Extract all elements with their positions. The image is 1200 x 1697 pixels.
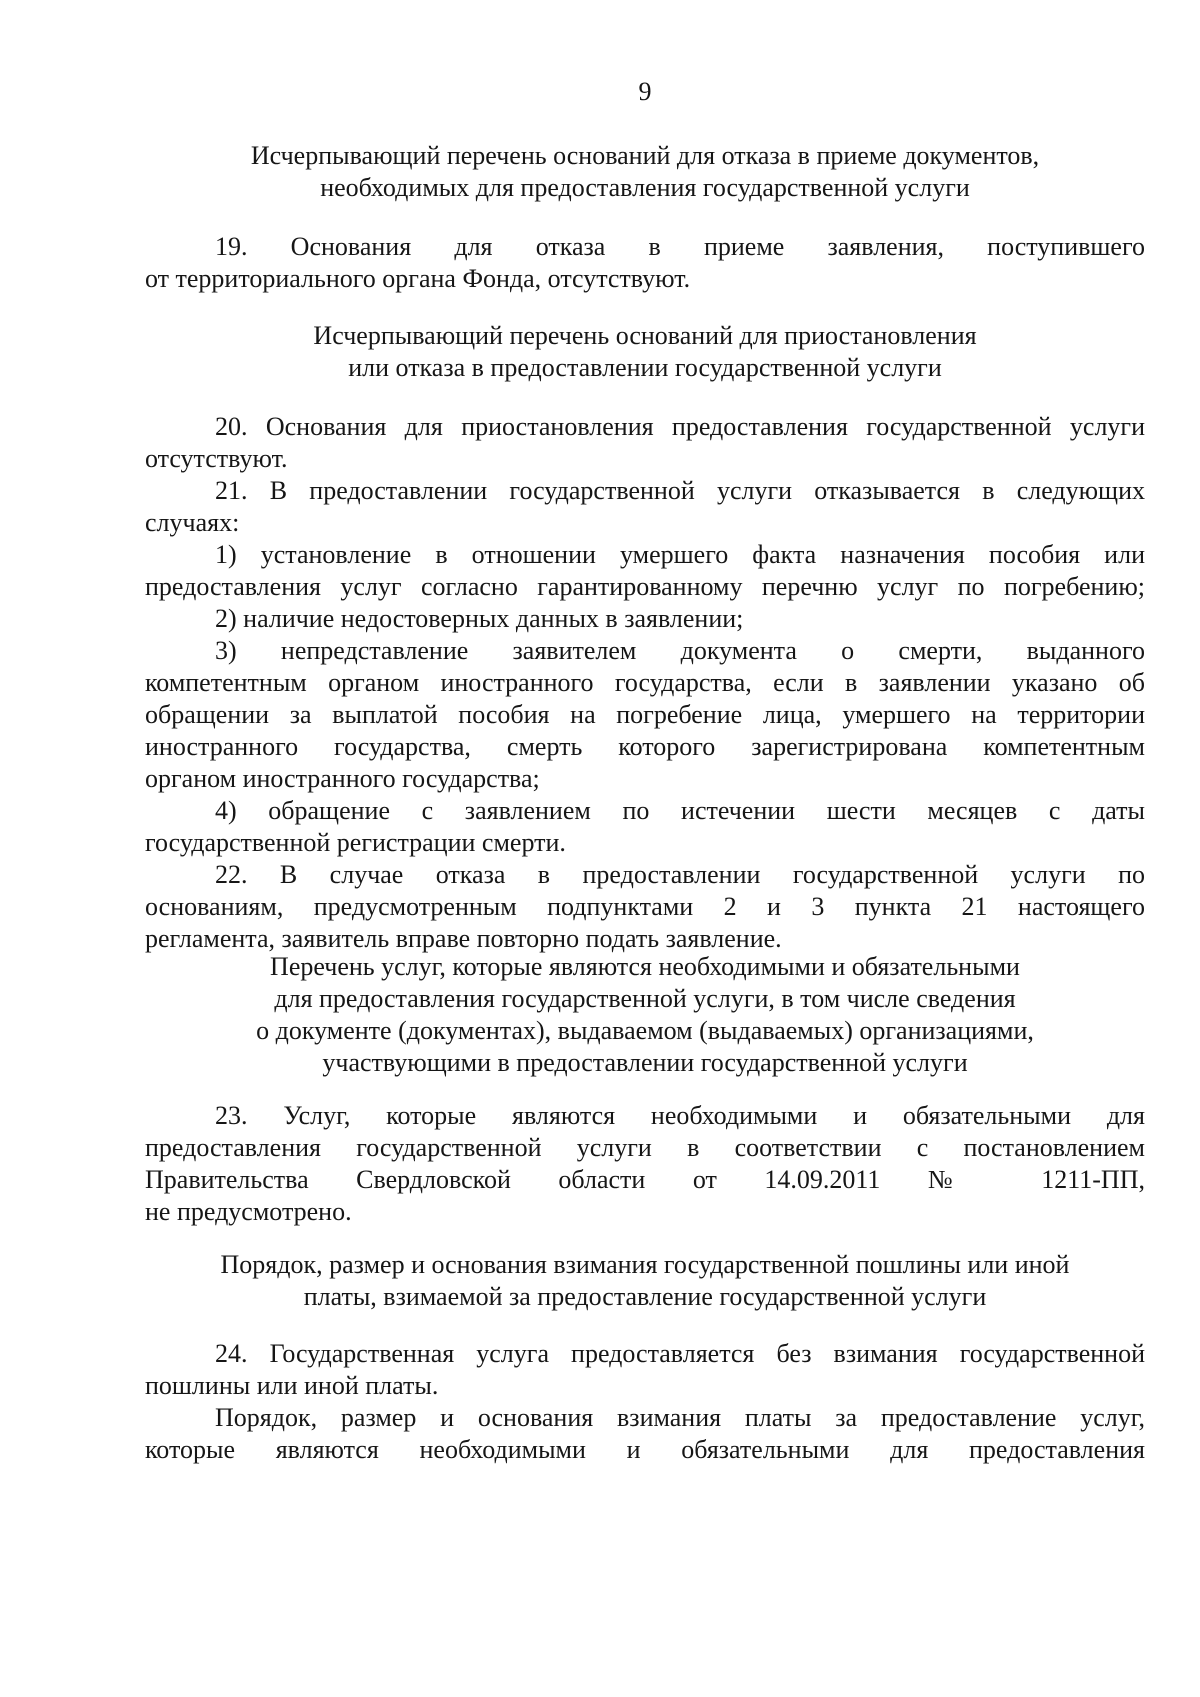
heading-line: для предоставления государственной услуги, в том числе сведения bbox=[274, 984, 1016, 1013]
list-item-line: предоставления услуг согласно гарантированному перечню услуг по погребению; bbox=[145, 572, 1145, 601]
list-item-line: государственной регистрации смерти. bbox=[145, 828, 566, 857]
heading-line: Порядок, размер и основания взимания государственной пошлины или иной bbox=[220, 1250, 1070, 1279]
paragraph-line: случаях: bbox=[145, 508, 240, 537]
list-item-line: 4) обращение с заявлением по истечении шести месяцев с даты bbox=[215, 796, 1145, 825]
list-item-line: 1) установление в отношении умершего факта назначения пособия или bbox=[215, 540, 1145, 569]
paragraph-line: Правительства Свердловской области от 14.09.2011 № 1211-ПП, bbox=[145, 1165, 1145, 1194]
paragraph-line: основаниям, предусмотренным подпунктами 2 и 3 пункта 21 настоящего bbox=[145, 892, 1145, 921]
paragraph-line: отсутствуют. bbox=[145, 444, 288, 473]
heading-line: необходимых для предоставления государственной услуги bbox=[320, 173, 970, 202]
heading-line: о документе (документах), выдаваемом (выдаваемых) организациями, bbox=[256, 1016, 1034, 1045]
paragraph-line: 20. Основания для приостановления предоставления государственной услуги bbox=[215, 412, 1145, 441]
heading-line: Перечень услуг, которые являются необходимыми и обязательными bbox=[270, 952, 1020, 981]
paragraph-line: 24. Государственная услуга предоставляется без взимания государственной bbox=[215, 1339, 1145, 1368]
paragraph-19 bbox=[145, 231, 1145, 295]
paragraph-line: регламента, заявитель вправе повторно подать заявление. bbox=[145, 924, 782, 953]
heading-line: Исчерпывающий перечень оснований для отказа в приеме документов, bbox=[250, 141, 1040, 170]
paragraph-line: 22. В случае отказа в предоставлении государственной услуги по bbox=[215, 860, 1145, 889]
list-item-line: 2) наличие недостоверных данных в заявлении; bbox=[215, 604, 744, 633]
paragraph-23 bbox=[145, 1100, 1145, 1228]
paragraph-line: от территориального органа Фонда, отсутствуют. bbox=[145, 264, 691, 293]
paragraph-line: пошлины или иной платы. bbox=[145, 1371, 439, 1400]
list-item-line: компетентным органом иностранного государства, если в заявлении указано об bbox=[145, 668, 1145, 697]
list-item-line: органом иностранного государства; bbox=[145, 764, 540, 793]
page-number: 9 bbox=[638, 77, 652, 106]
paragraph-line: предоставления государственной услуги в соответствии с постановлением bbox=[145, 1133, 1145, 1162]
heading-line: Исчерпывающий перечень оснований для приостановления bbox=[313, 321, 977, 350]
list-item-line: обращении за выплатой пособия на погребение лица, умершего на территории bbox=[145, 700, 1145, 729]
paragraph-24 bbox=[145, 1338, 1145, 1466]
list-item-line: 3) непредставление заявителем документа о смерти, выданного bbox=[215, 636, 1145, 665]
paragraph-line: не предусмотрено. bbox=[145, 1197, 352, 1226]
paragraph-line: 19. Основания для отказа в приеме заявления, поступившего bbox=[215, 232, 1145, 261]
paragraph-line: которые являются необходимыми и обязательными для предоставления bbox=[145, 1435, 1145, 1464]
section-heading-refusal-documents bbox=[145, 140, 1145, 204]
section-heading-required-services bbox=[145, 951, 1145, 1079]
section-heading-suspension bbox=[145, 320, 1145, 384]
paragraphs-20-22 bbox=[145, 411, 1145, 955]
paragraph-line: 21. В предоставлении государственной услуги отказывается в следующих bbox=[215, 476, 1145, 505]
paragraph-line: 23. Услуг, которые являются необходимыми и обязательными для bbox=[215, 1101, 1145, 1130]
section-heading-fee bbox=[145, 1249, 1145, 1313]
heading-line: участвующими в предоставлении государственной услуги bbox=[322, 1048, 968, 1077]
list-item-line: иностранного государства, смерть которого зарегистрирована компетентным bbox=[145, 732, 1145, 761]
heading-line: платы, взимаемой за предоставление государственной услуги bbox=[303, 1282, 987, 1311]
paragraph-line: Порядок, размер и основания взимания платы за предоставление услуг, bbox=[215, 1403, 1145, 1432]
heading-line: или отказа в предоставлении государственной услуги bbox=[348, 353, 942, 382]
